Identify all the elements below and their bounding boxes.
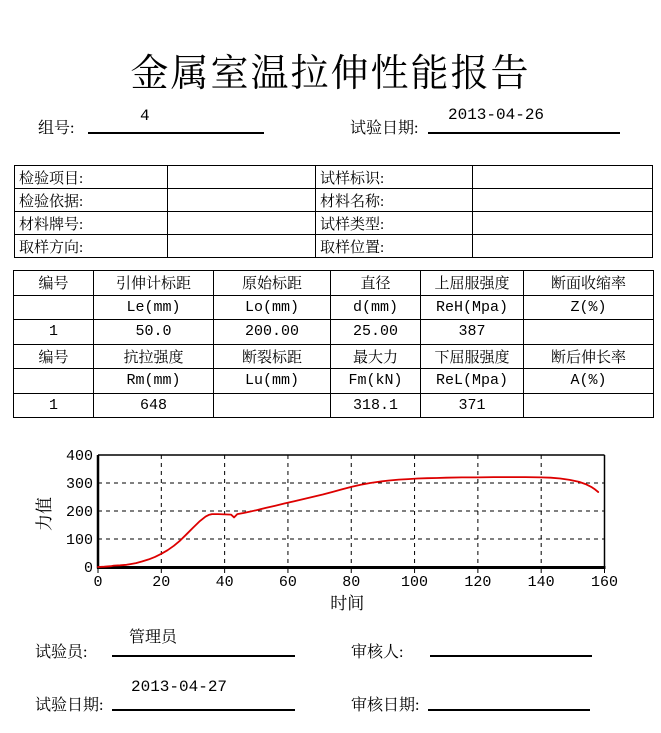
results-value-cell: 648 [94, 393, 214, 418]
results-value-cell: 318.1 [331, 393, 421, 418]
results-header-cell: 编号 [14, 271, 94, 296]
test-date-line [428, 132, 620, 134]
x-tick-label: 20 [152, 574, 171, 591]
results-unit-cell: Le(mm) [94, 295, 214, 320]
results-value-cell: 200.00 [214, 320, 331, 345]
info-label-cell: 检验项目: [15, 166, 168, 189]
info-label-cell: 取样位置: [316, 235, 473, 258]
info-label-cell: 材料牌号: [15, 212, 168, 235]
info-label-cell: 试样标识: [316, 166, 473, 189]
info-value-cell [168, 212, 316, 235]
results-data-row [14, 393, 654, 418]
results-header-cell: 断后伸长率 [524, 344, 654, 369]
results-unit-cell: Z(%) [524, 295, 654, 320]
x-axis-title: 时间 [330, 594, 365, 613]
results-units-row [14, 369, 654, 394]
results-unit-cell [14, 369, 94, 394]
info-value-cell [473, 166, 653, 189]
info-value-cell [168, 235, 316, 258]
page-title: 金属室温拉伸性能报告 [130, 53, 531, 95]
info-value-cell [168, 166, 316, 189]
results-value-cell: 50.0 [94, 320, 214, 345]
test-date-label: 试验日期: [350, 120, 419, 137]
table-row [15, 235, 653, 258]
x-tick-label: 40 [215, 574, 234, 591]
footer-test-date-line [112, 709, 295, 711]
results-value-cell: 387 [421, 320, 524, 345]
results-data-row [14, 320, 654, 345]
results-unit-cell: ReL(Mpa) [421, 369, 524, 394]
results-header-cell: 编号 [14, 344, 94, 369]
results-unit-cell: ReH(Mpa) [421, 295, 524, 320]
y-tick-label: 200 [65, 504, 93, 521]
results-header-cell: 断面收缩率 [524, 271, 654, 296]
group-number-value: 4 [140, 107, 150, 125]
results-header-cell: 引伸计标距 [94, 271, 214, 296]
x-tick-label: 0 [93, 574, 103, 591]
results-value-cell: 371 [421, 393, 524, 418]
table-row [15, 189, 653, 212]
info-value-cell [168, 189, 316, 212]
results-header-cell: 断裂标距 [214, 344, 331, 369]
test-date-value: 2013-04-26 [448, 106, 545, 124]
x-tick-label: 60 [278, 574, 297, 591]
results-header-cell: 直径 [331, 271, 421, 296]
results-unit-cell: Fm(kN) [331, 369, 421, 394]
x-tick-label: 160 [590, 574, 619, 591]
results-header-cell: 上屈服强度 [421, 271, 524, 296]
results-unit-cell: Lo(mm) [214, 295, 331, 320]
y-axis-title: 力值 [35, 497, 54, 531]
results-table [13, 270, 654, 418]
results-unit-cell [14, 295, 94, 320]
results-header-cell: 下屈服强度 [421, 344, 524, 369]
results-header-row [14, 344, 654, 369]
group-number-label: 组号: [38, 120, 75, 137]
info-value-cell [473, 235, 653, 258]
footer-test-date-value: 2013-04-27 [131, 678, 228, 696]
tester-value: 管理员 [129, 629, 178, 646]
tester-label: 试验员: [35, 644, 88, 661]
force-curve [98, 477, 598, 567]
results-unit-cell: Lu(mm) [214, 369, 331, 394]
review-date-label: 审核日期: [351, 697, 420, 714]
info-label-cell: 检验依据: [15, 189, 168, 212]
results-header-cell: 最大力 [331, 344, 421, 369]
group-number-line [88, 132, 264, 134]
force-time-chart [0, 430, 661, 630]
results-value-cell [524, 320, 654, 345]
y-tick-label: 300 [65, 476, 93, 493]
results-units-row [14, 295, 654, 320]
reviewer-label: 审核人: [351, 644, 404, 661]
reviewer-line [430, 655, 592, 657]
x-tick-label: 140 [527, 574, 555, 591]
results-header-row [14, 271, 654, 296]
results-value-cell: 1 [14, 393, 94, 418]
info-table [14, 165, 653, 258]
info-label-cell: 试样类型: [316, 212, 473, 235]
y-tick-label: 0 [83, 560, 93, 577]
footer-test-date-label: 试验日期: [35, 697, 104, 714]
y-tick-label: 100 [65, 532, 93, 549]
review-date-line [428, 709, 590, 711]
results-unit-cell: A(%) [524, 369, 654, 394]
results-value-cell [524, 393, 654, 418]
results-value-cell: 25.00 [331, 320, 421, 345]
results-unit-cell: Rm(mm) [94, 369, 214, 394]
x-tick-label: 100 [401, 574, 429, 591]
x-tick-label: 120 [464, 574, 492, 591]
info-value-cell [473, 189, 653, 212]
table-row [15, 166, 653, 189]
results-header-cell: 原始标距 [214, 271, 331, 296]
tester-line [112, 655, 295, 657]
results-unit-cell: d(mm) [331, 295, 421, 320]
results-value-cell: 1 [14, 320, 94, 345]
info-label-cell: 材料名称: [316, 189, 473, 212]
info-label-cell: 取样方向: [15, 235, 168, 258]
info-value-cell [473, 212, 653, 235]
x-tick-label: 80 [342, 574, 361, 591]
results-value-cell [214, 393, 331, 418]
y-tick-label: 400 [65, 448, 93, 465]
table-row [15, 212, 653, 235]
results-header-cell: 抗拉强度 [94, 344, 214, 369]
